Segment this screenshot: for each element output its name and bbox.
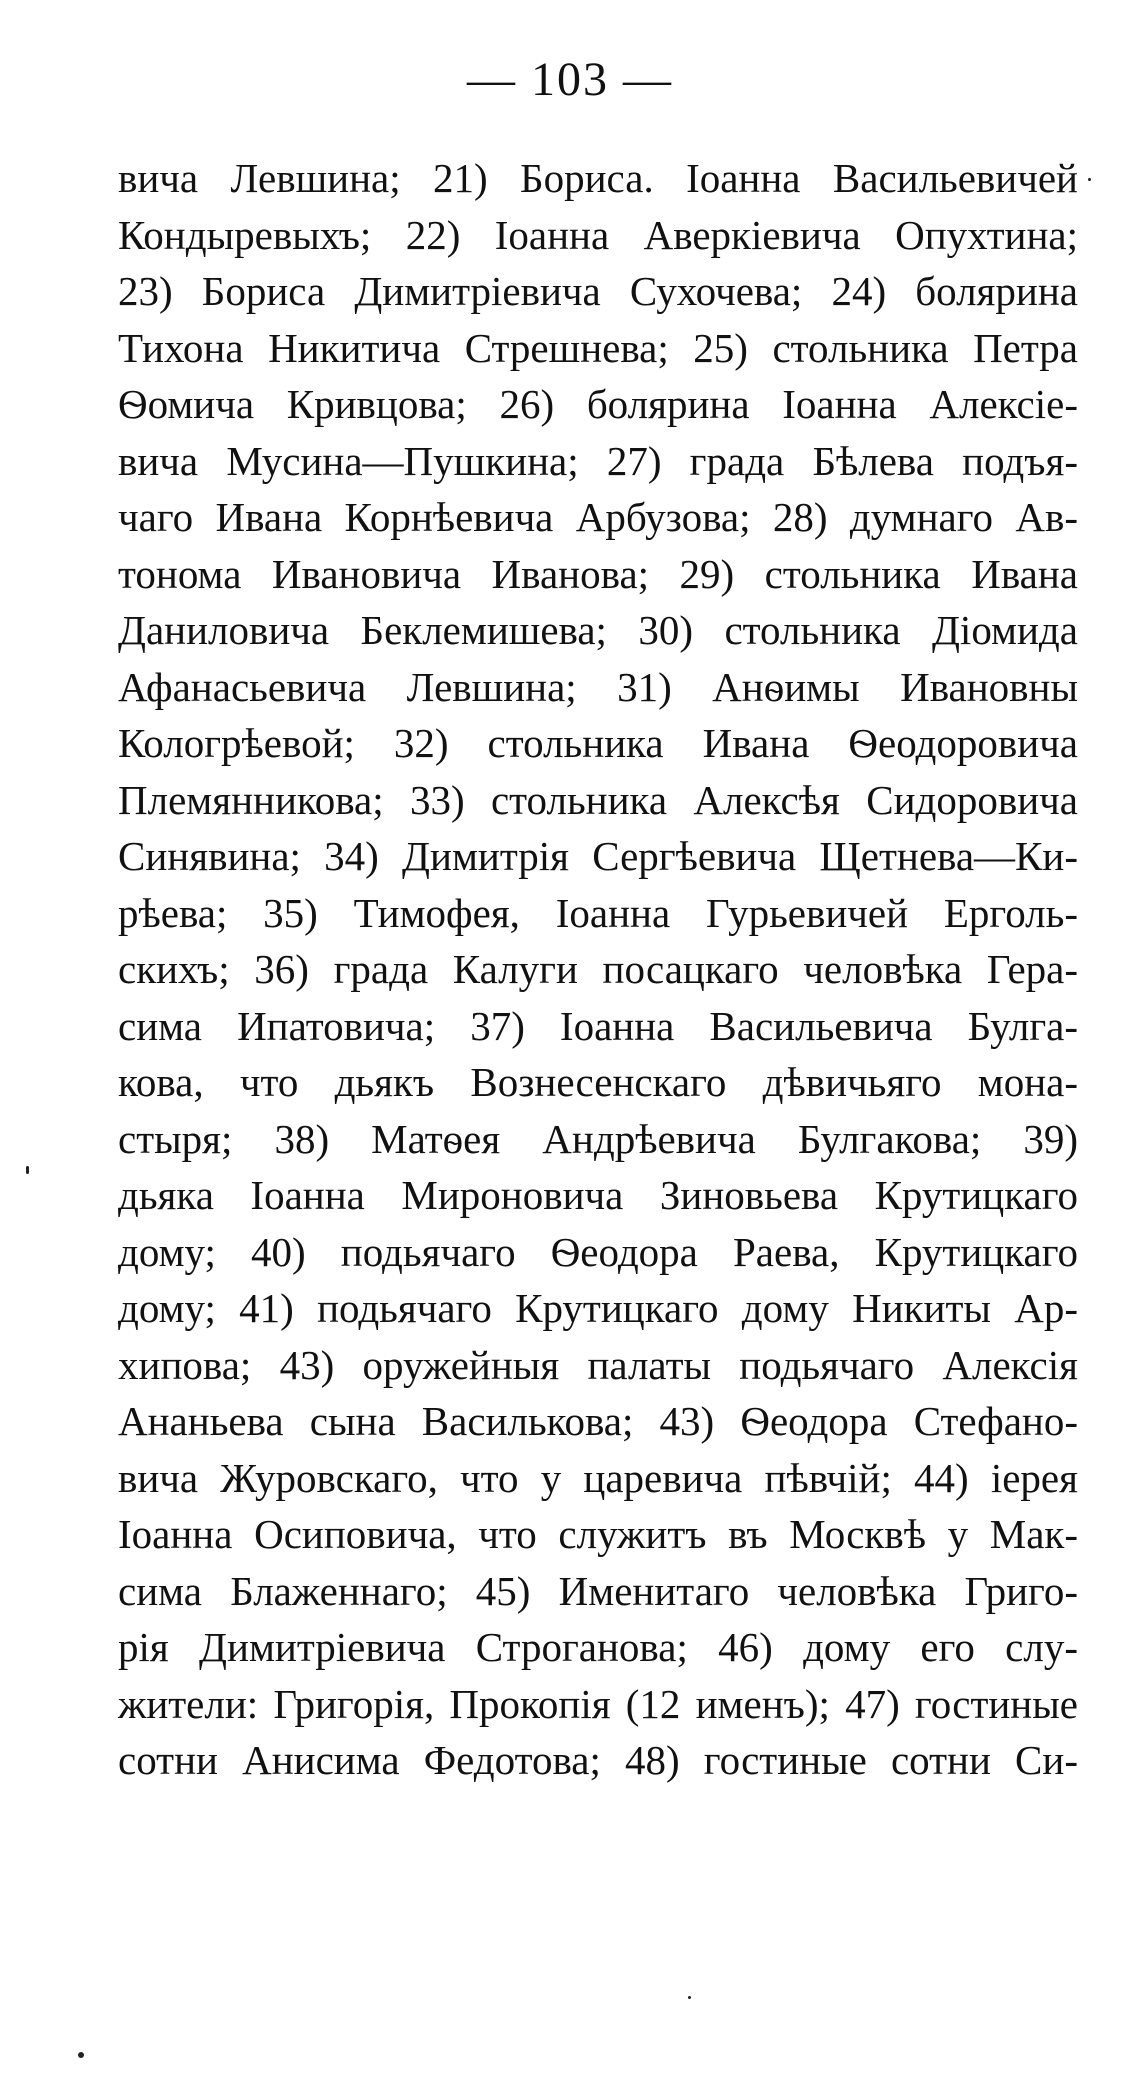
ink-speck: [26, 1166, 29, 1174]
text-line: Тихона Никитича Стрешнева; 25) стольника Петра: [118, 324, 1078, 371]
text-line: сима Ипатовича; 37) Іоанна Васильевича Булга-: [118, 1002, 1078, 1049]
text-line: дому; 41) подьячаго Крутицкаго дому Никиты Ар-: [118, 1285, 1078, 1331]
text-line: Синявина; 34) Димитрія Сергѣевича Щетнева—Ки-: [118, 833, 1078, 879]
text-line: Іоанна Осиповича, что служитъ въ Москвѣ у Мак-: [118, 1511, 1078, 1557]
text-line: скихъ; 36) града Калуги посацкаго человѣка Гера-: [118, 946, 1078, 992]
text-line: вича Левшина; 21) Бориса. Іоанна Васильевичей: [118, 155, 1078, 201]
text-line: чаго Ивана Корнѣевича Арбузова; 28) думнаго Ав-: [118, 494, 1078, 540]
text-line: Даниловича Беклемишева; 30) стольника Діомида: [118, 607, 1078, 653]
text-line: дьяка Іоанна Мироновича Зиновьева Крутицкаго: [118, 1172, 1078, 1218]
text-line: 23) Бориса Димитріевича Сухочева; 24) болярина: [118, 268, 1078, 314]
ink-speck: [1088, 178, 1091, 181]
page-number: — 103 —: [467, 53, 673, 106]
text-line: кова, что дьякъ Вознесенскаго дѣвичьяго мона-: [118, 1059, 1078, 1105]
text-line: Афанасьевича Левшина; 31) Анѳимы Ивановны: [118, 663, 1078, 710]
text-line: Кологрѣевой; 32) стольника Ивана Ѳеодоровича: [118, 720, 1078, 766]
text-line: дому; 40) подьячаго Ѳеодора Раева, Крутицкаго: [118, 1228, 1078, 1275]
body-text: [118, 150, 1078, 1789]
text-line: Кондыревыхъ; 22) Іоанна Аверкіевича Опухтина;: [118, 211, 1078, 258]
text-line: сотни Анисима Федотова; 48) гостиные сотни Си-: [118, 1737, 1078, 1783]
ink-speck: [78, 2052, 84, 2058]
text-line: вича Журовскаго, что у царевича пѣвчій; 44) іерея: [118, 1454, 1078, 1501]
text-line: Ѳомича Кривцова; 26) болярина Іоанна Алексіе-: [118, 381, 1078, 427]
text-line: стыря; 38) Матѳея Андрѣевича Булгакова; 39): [118, 1115, 1078, 1162]
text-line: Ананьева сына Василькова; 43) Ѳеодора Стефано-: [118, 1398, 1078, 1444]
text-line: Племянникова; 33) стольника Алексѣя Сидоровича: [118, 776, 1078, 823]
text-line: рія Димитріевича Строганова; 46) дому его слу-: [118, 1624, 1078, 1670]
text-line: вича Мусина—Пушкина; 27) града Бѣлева подъя-: [118, 437, 1078, 484]
ink-speck: [688, 1996, 691, 1999]
text-line: хипова; 43) оружейныя палаты подьячаго Алексія: [118, 1341, 1078, 1388]
text-line: тонома Ивановича Иванова; 29) стольника Ивана: [118, 550, 1078, 597]
text-line: сима Блаженнаго; 45) Именитаго человѣка Григо-: [118, 1567, 1078, 1614]
text-line: жители: Григорія, Прокопія (12 именъ); 47) гостиные: [118, 1680, 1078, 1727]
text-line: рѣева; 35) Тимофея, Іоанна Гурьевичей Ерголь-: [118, 889, 1078, 936]
